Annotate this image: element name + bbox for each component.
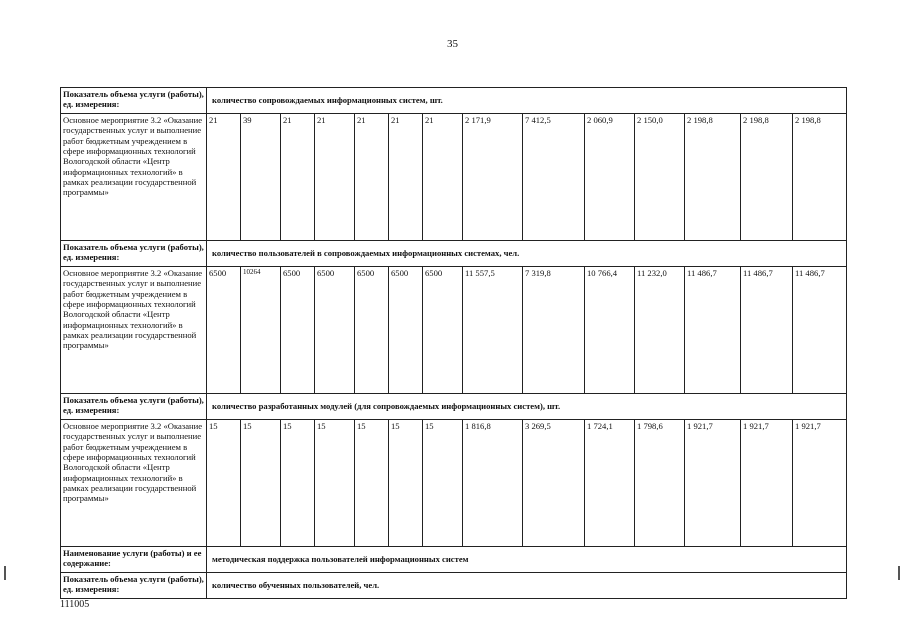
value-cell: 21 <box>423 114 463 241</box>
value-cell: 11 557,5 <box>463 267 523 394</box>
measure-description: Основное мероприятие 3.2 «Оказание государственных услуг и выполнение работ бюджетным учреждением в сфере информационных технологий Вологодской области «Центр информационных технологий» в рамках реализации государственной программы» <box>61 420 207 547</box>
data-row <box>61 420 847 547</box>
footer-code: 111005 <box>60 599 90 610</box>
page-number: 35 <box>447 38 458 50</box>
value-cell: 3 269,5 <box>523 420 585 547</box>
value-cell: 2 198,8 <box>741 114 793 241</box>
measure-description: Основное мероприятие 3.2 «Оказание государственных услуг и выполнение работ бюджетным учреждением в сфере информационных технологий Вологодской области «Центр информационных технологий» в рамках реализации государственной программы» <box>61 114 207 241</box>
value-cell: 7 412,5 <box>523 114 585 241</box>
value-cell: 6500 <box>281 267 315 394</box>
data-row <box>61 267 847 394</box>
data-row <box>61 114 847 241</box>
indicator-header-row <box>61 394 847 420</box>
value-cell: 11 486,7 <box>793 267 847 394</box>
indicator-table <box>60 87 847 599</box>
value-cell: 21 <box>355 114 389 241</box>
value-cell: 15 <box>241 420 281 547</box>
indicator-value: методическая поддержка пользователей информационных систем <box>207 547 847 573</box>
value-cell: 2 171,9 <box>463 114 523 241</box>
value-cell: 21 <box>207 114 241 241</box>
value-cell: 21 <box>281 114 315 241</box>
value-cell: 1 921,7 <box>685 420 741 547</box>
value-cell: 15 <box>315 420 355 547</box>
service-name-row <box>61 547 847 573</box>
value-cell: 2 198,8 <box>685 114 741 241</box>
right-edge-mark <box>898 566 900 580</box>
indicator-label: Показатель объема услуги (работы), ед. измерения: <box>61 88 207 114</box>
value-cell: 10264 <box>241 267 281 394</box>
value-cell: 15 <box>281 420 315 547</box>
value-cell: 6500 <box>423 267 463 394</box>
value-cell: 2 150,0 <box>635 114 685 241</box>
value-cell: 1 921,7 <box>741 420 793 547</box>
value-cell: 6500 <box>389 267 423 394</box>
value-cell: 6500 <box>207 267 241 394</box>
value-cell: 1 724,1 <box>585 420 635 547</box>
value-cell: 1 798,6 <box>635 420 685 547</box>
value-cell: 2 198,8 <box>793 114 847 241</box>
value-cell: 1 921,7 <box>793 420 847 547</box>
value-cell: 11 486,7 <box>685 267 741 394</box>
indicator-label: Показатель объема услуги (работы), ед. измерения: <box>61 241 207 267</box>
indicator-value: количество разработанных модулей (для сопровождаемых информационных систем), шт. <box>207 394 847 420</box>
indicator-value: количество обученных пользователей, чел. <box>207 573 847 599</box>
indicator-label: Показатель объема услуги (работы), ед. измерения: <box>61 573 207 599</box>
indicator-header-row <box>61 573 847 599</box>
value-cell: 15 <box>355 420 389 547</box>
value-cell: 39 <box>241 114 281 241</box>
value-cell: 21 <box>389 114 423 241</box>
indicator-label: Показатель объема услуги (работы), ед. измерения: <box>61 394 207 420</box>
value-cell: 7 319,8 <box>523 267 585 394</box>
value-cell: 11 232,0 <box>635 267 685 394</box>
value-cell: 6500 <box>315 267 355 394</box>
value-cell: 15 <box>389 420 423 547</box>
value-cell: 15 <box>207 420 241 547</box>
value-cell: 15 <box>423 420 463 547</box>
value-cell: 10 766,4 <box>585 267 635 394</box>
value-cell: 21 <box>315 114 355 241</box>
left-edge-mark <box>4 566 6 580</box>
value-cell: 11 486,7 <box>741 267 793 394</box>
value-cell: 1 816,8 <box>463 420 523 547</box>
value-cell: 6500 <box>355 267 389 394</box>
indicator-value: количество сопровождаемых информационных систем, шт. <box>207 88 847 114</box>
indicator-header-row <box>61 241 847 267</box>
indicator-value: количество пользователей в сопровождаемых информационных системах, чел. <box>207 241 847 267</box>
indicator-header-row <box>61 88 847 114</box>
indicator-label: Наименование услуги (работы) и ее содержание: <box>61 547 207 573</box>
value-cell: 2 060,9 <box>585 114 635 241</box>
measure-description: Основное мероприятие 3.2 «Оказание государственных услуг и выполнение работ бюджетным учреждением в сфере информационных технологий Вологодской области «Центр информационных технологий» в рамках реализации государственной программы» <box>61 267 207 394</box>
